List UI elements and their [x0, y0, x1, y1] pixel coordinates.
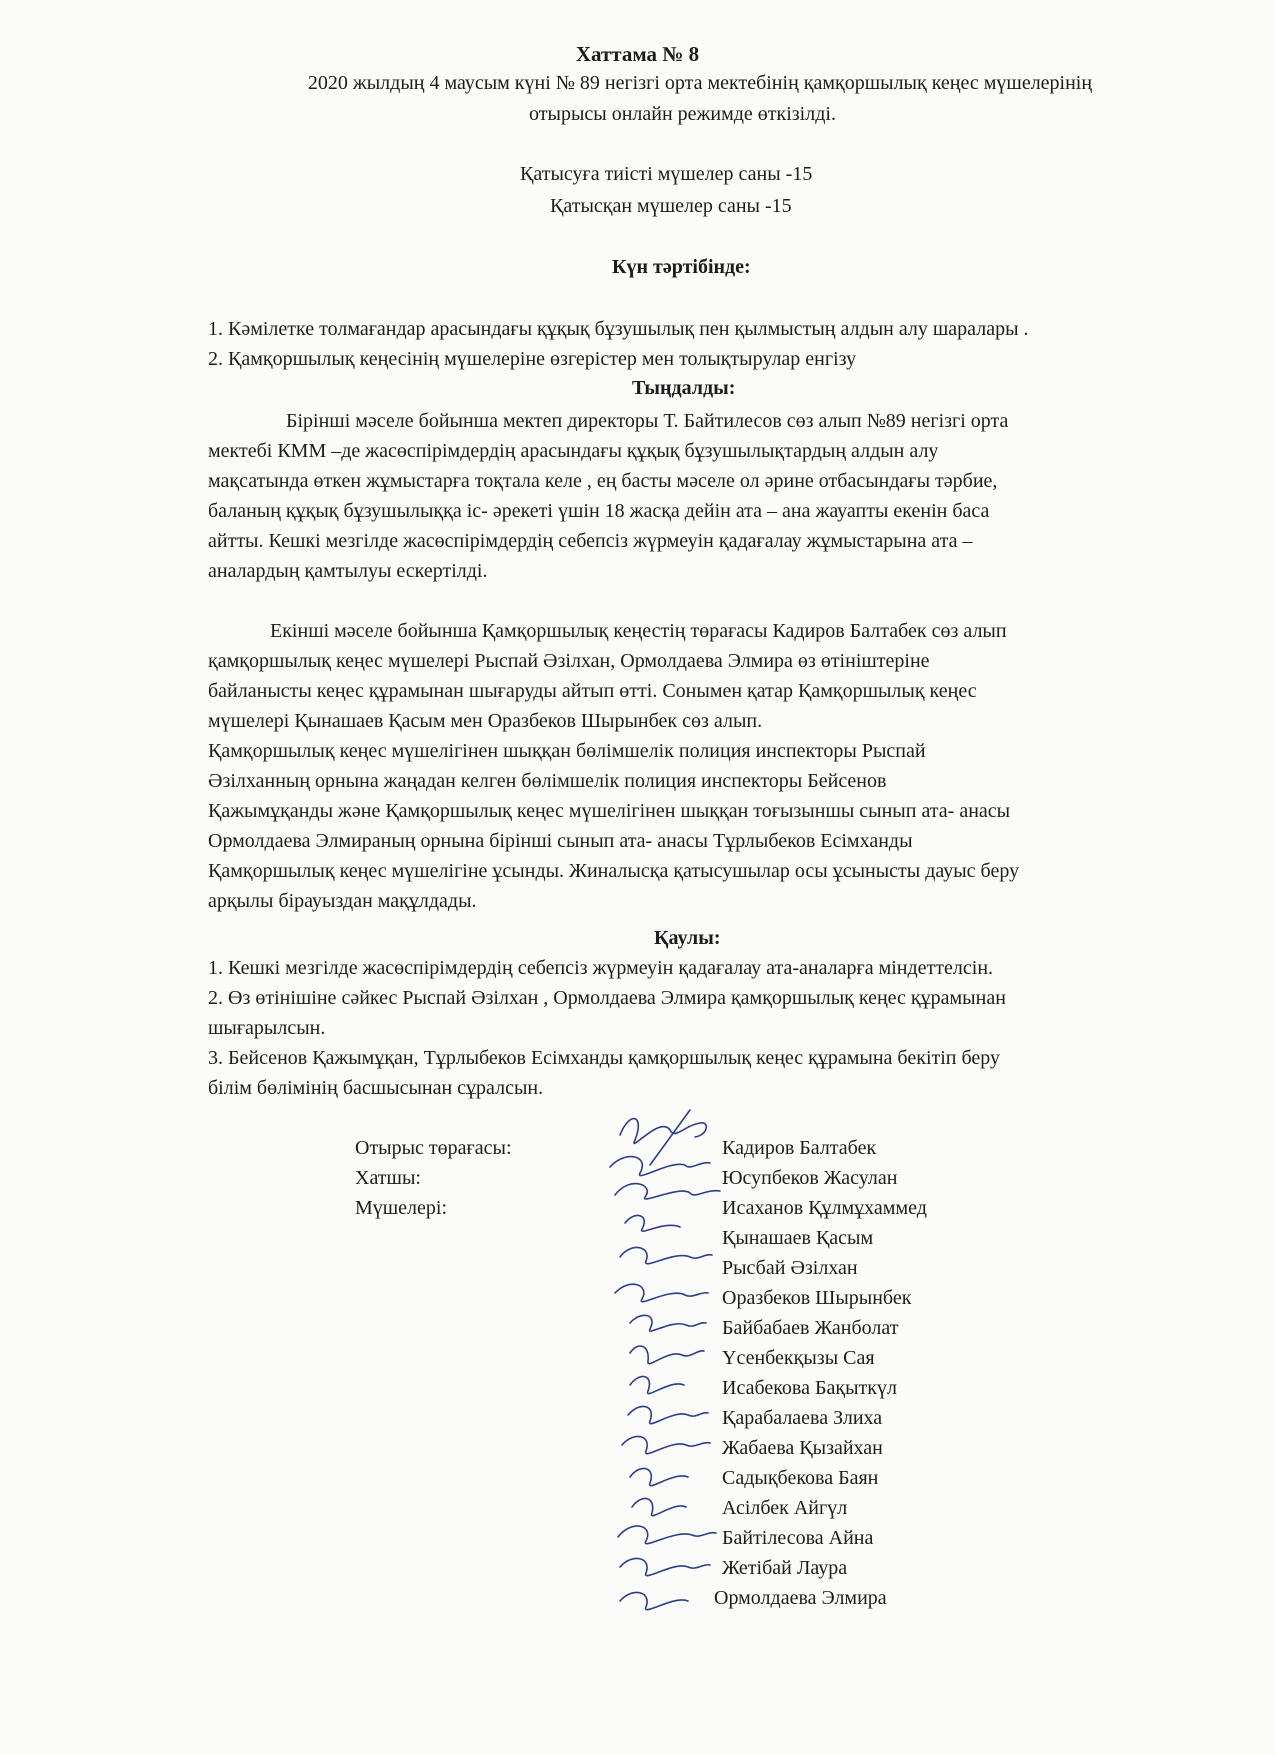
paragraph-1 [208, 406, 1008, 586]
signatory-name: Рысбай Әзілхан [722, 1257, 858, 1279]
signatory-name: Байбабаев Жанболат [722, 1317, 899, 1339]
decision-line: білім бөлімінің басшысынан сұралсын. [208, 1077, 544, 1099]
paragraph-1-line: аналардың қамтылуы ескертілді. [208, 560, 488, 582]
intro-line-2: отырысы онлайн режимде өткізілді. [529, 103, 836, 125]
paragraph-1-line: мектебі КММ –де жасөспірімдердің арасындағы құқық бұзушылықтардың алдын алу [208, 440, 939, 462]
signatory-name: Исабекова Бақыткүл [722, 1377, 897, 1399]
paragraph-2-line: Қамқоршылық кеңес мүшелігінен шыққан бөлімшелік полиция инспекторы Рыспай [208, 740, 926, 762]
paragraph-1-line: Бірінші мәселе бойынша мектеп директоры Т. Байтилесов сөз алып №89 негізгі орта [286, 410, 1009, 432]
signatory-name: Кадиров Балтабек [722, 1137, 877, 1159]
signatory-name: Асілбек Айгүл [722, 1497, 848, 1519]
paragraph-1-line: мақсатында өткен жұмыстарға тоқтала келе , ең басты мәселе ол әрине отбасындағы тәрбие, [208, 470, 998, 492]
paragraph-2-line: мүшелері Қынашаев Қасым мен Оразбеков Шырынбек сөз алып. [208, 710, 763, 732]
agenda-heading: Күн тәртібінде: [612, 256, 751, 278]
signatory-name: Үсенбекқызы Сая [722, 1347, 875, 1369]
secretary-label: Хатшы: [355, 1167, 421, 1189]
members-present: Қатысқан мүшелер саны -15 [550, 195, 792, 217]
paragraph-1-line: баланың құқық бұзушылыққа іс- әрекеті үшін 18 жасқа дейін ата – ана жауапты екенін баса [208, 500, 990, 522]
paragraph-2 [208, 616, 1019, 916]
signatory-name: Қарабалаева Злиха [722, 1407, 883, 1429]
agenda-item-2: 2. Қамқоршылық кеңесінің мүшелеріне өзгерістер мен толықтырулар енгізу [208, 348, 857, 370]
decision-line: 3. Бейсенов Қажымұқан, Тұрлыбеков Есімханды қамқоршылық кеңес құрамына бекітіп беру [208, 1047, 1001, 1069]
agenda-item-1: 1. Кәмілетке толмағандар арасындағы құқық бұзушылық пен қылмыстың алдын алу шаралары . [208, 318, 1029, 340]
signatory-name: Байтілесова Айна [722, 1527, 874, 1549]
paragraph-2-line: байланысты кеңес құрамынан шығаруды айтып өтті. Сонымен қатар Қамқоршылық кеңес [208, 680, 977, 702]
signatory-name: Юсупбеков Жасулан [722, 1167, 898, 1189]
paragraph-2-line: Әзілханның орнына жаңадан келген бөлімшелік полиция инспекторы Бейсенов [208, 770, 887, 792]
paragraph-1-line: айтты. Кешкі мезгілде жасөспірімдердің себепсіз жүрмеуін қадағалау жұмыстарына ата – [208, 530, 973, 552]
heard-heading: Тыңдалды: [632, 377, 736, 399]
decision-line: 1. Кешкі мезгілде жасөспірімдердің себепсіз жүрмеуін қадағалау ата-аналарға міндеттелсін. [208, 957, 994, 979]
signatory-name: Исаханов Құлмұхаммед [722, 1197, 927, 1219]
paragraph-2-line: Қамқоршылық кеңес мүшелігіне ұсынды. Жиналысқа қатысушылар осы ұсынысты дауыс беру [208, 860, 1020, 882]
decision-line: шығарылсын. [208, 1017, 326, 1039]
paragraph-2-line: Екінші мәселе бойынша Қамқоршылық кеңестің төрағасы Кадиров Балтабек сөз алып [270, 620, 1007, 642]
handwritten-signatures [590, 1105, 740, 1625]
paragraph-2-line: арқылы бірауыздан мақұлдады. [208, 890, 477, 912]
chair-label: Отырыс төрағасы: [355, 1137, 512, 1159]
signatory-name: Садықбекова Баян [722, 1467, 879, 1489]
members-label: Мүшелері: [355, 1197, 448, 1219]
decision-heading: Қаулы: [654, 927, 721, 949]
paragraph-2-line: Қажымұқанды және Қамқоршылық кеңес мүшелігінен шыққан тоғызыншы сынып ата- анасы [208, 800, 1011, 822]
members-due: Қатысуға тиісті мүшелер саны -15 [520, 163, 813, 185]
signatory-name: Оразбеков Шырынбек [722, 1287, 912, 1309]
decisions [208, 953, 1006, 1103]
signatory-name: Жабаева Қызайхан [722, 1437, 883, 1459]
signatory-name: Қынашаев Қасым [722, 1227, 874, 1249]
document-title: Хаттама № 8 [575, 42, 700, 66]
intro-line-1: 2020 жылдың 4 маусым күні № 89 негізгі орта мектебінің қамқоршылық кеңес мүшелерінің [307, 72, 1093, 94]
signatory-name: Жетібай Лаура [722, 1557, 848, 1579]
decision-line: 2. Өз өтінішіне сәйкес Рыспай Әзілхан , Ормолдаева Элмира қамқоршылық кеңес құрамынан [208, 987, 1006, 1009]
paragraph-2-line: қамқоршылық кеңес мүшелері Рыспай Әзілхан, Ормолдаева Элмира өз өтініштеріне [208, 650, 930, 672]
paragraph-2-line: Ормолдаева Элмираның орнына бірінші сынып ата- анасы Тұрлыбеков Есімханды [208, 830, 913, 852]
signatory-name: Ормолдаева Элмира [714, 1587, 887, 1609]
